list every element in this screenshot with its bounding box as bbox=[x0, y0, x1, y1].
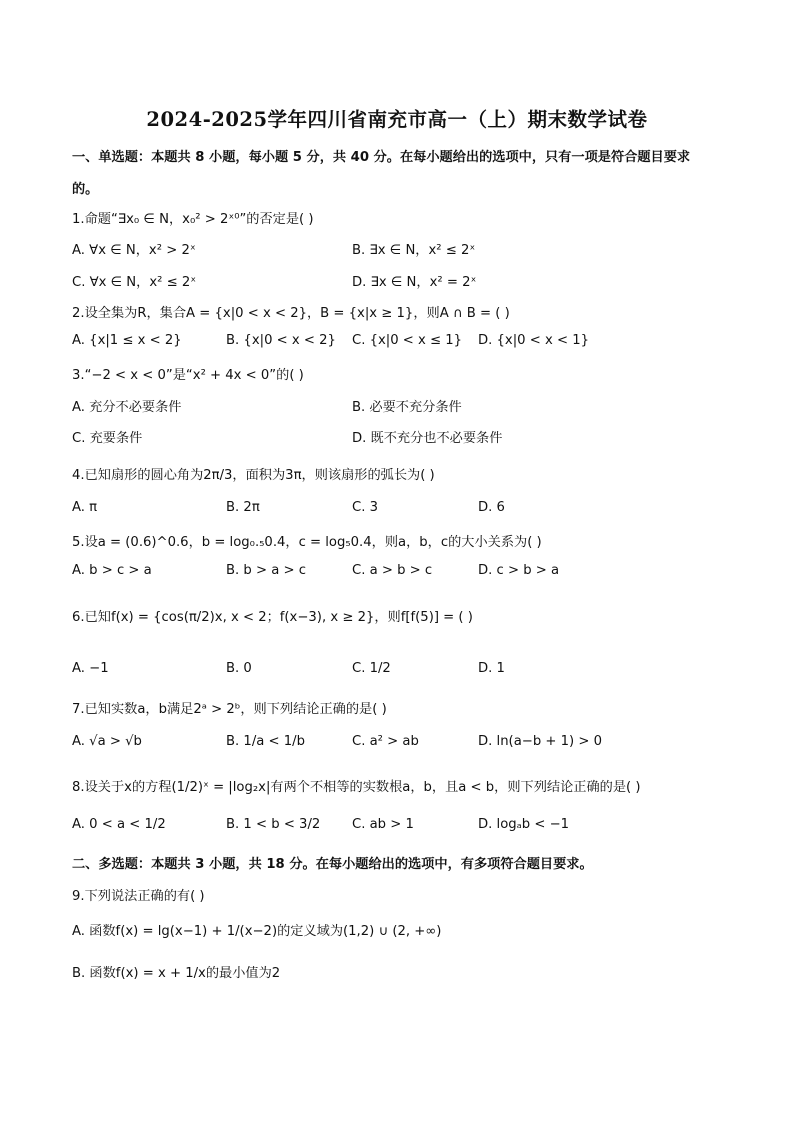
q1-option-b: B. ∃x ∈ N，x² ≤ 2ˣ bbox=[352, 243, 476, 258]
q7-option-b: B. 1/a < 1/b bbox=[226, 734, 305, 749]
question-1-stem: 1.命题“∃x₀ ∈ N，x₀² > 2ˣ⁰”的否定是( ) bbox=[72, 212, 314, 227]
q6-option-b: B. 0 bbox=[226, 661, 252, 676]
q2-option-c: C. {x|0 < x ≤ 1} bbox=[352, 333, 463, 348]
q5-option-c: C. a > b > c bbox=[352, 563, 433, 578]
q9-option-a: A. 函数f(x) = lg(x−1) + 1/(x−2)的定义域为(1,2) ∪ (2, +∞) bbox=[72, 924, 442, 939]
question-7-stem: 7.已知实数a，b满足2ᵃ > 2ᵇ，则下列结论正确的是( ) bbox=[72, 702, 387, 717]
question-2-stem: 2.设全集为R，集合A = {x|0 < x < 2}，B = {x|x ≥ 1}，则A ∩ B = ( ) bbox=[72, 306, 510, 321]
q9-option-b: B. 函数f(x) = x + 1/x的最小值为2 bbox=[72, 966, 281, 981]
q5-option-d: D. c > b > a bbox=[478, 563, 560, 578]
q1-option-c: C. ∀x ∈ N，x² ≤ 2ˣ bbox=[72, 275, 197, 290]
q8-option-c: C. ab > 1 bbox=[352, 817, 414, 832]
q4-option-a: A. π bbox=[72, 500, 98, 515]
section1-heading: 一、单选题：本题共 8 小题，每小题 5 分，共 40 分。在每小题给出的选项中，只有一项是符合题目要求 bbox=[72, 150, 691, 165]
q5-option-a: A. b > c > a bbox=[72, 563, 152, 578]
question-9-stem: 9.下列说法正确的有( ) bbox=[72, 889, 205, 904]
question-8-stem: 8.设关于x的方程(1/2)ˣ = |log₂x|有两个不相等的实数根a，b，且a < b，则下列结论正确的是( ) bbox=[72, 780, 641, 795]
q2-option-d: D. {x|0 < x < 1} bbox=[478, 333, 590, 348]
q7-option-a: A. √a > √b bbox=[72, 734, 142, 749]
q6-option-c: C. 1/2 bbox=[352, 661, 391, 676]
q2-option-b: B. {x|0 < x < 2} bbox=[226, 333, 336, 348]
q3-option-c: C. 充要条件 bbox=[72, 431, 143, 446]
section2-heading: 二、多选题：本题共 3 小题，共 18 分。在每小题给出的选项中，有多项符合题目要求。 bbox=[72, 857, 593, 872]
section1-heading-cont: 的。 bbox=[72, 182, 99, 197]
q5-option-b: B. b > a > c bbox=[226, 563, 307, 578]
page-title: 2024-2025学年四川省南充市高一（上）期末数学试卷 bbox=[146, 108, 648, 131]
q6-option-a: A. −1 bbox=[72, 661, 109, 676]
question-5-stem: 5.设a = (0.6)^0.6，b = log₀.₅0.4，c = log₅0.4，则a，b，c的大小关系为( ) bbox=[72, 535, 542, 550]
q6-option-d: D. 1 bbox=[478, 661, 505, 676]
q4-option-d: D. 6 bbox=[478, 500, 505, 515]
q8-option-b: B. 1 < b < 3/2 bbox=[226, 817, 321, 832]
q1-option-a: A. ∀x ∈ N，x² > 2ˣ bbox=[72, 243, 196, 258]
q4-option-c: C. 3 bbox=[352, 500, 378, 515]
question-3-stem: 3.“−2 < x < 0”是“x² + 4x < 0”的( ) bbox=[72, 368, 304, 383]
q8-option-d: D. logₐb < −1 bbox=[478, 817, 570, 832]
q3-option-d: D. 既不充分也不必要条件 bbox=[352, 431, 503, 446]
q7-option-c: C. a² > ab bbox=[352, 734, 419, 749]
q2-option-a: A. {x|1 ≤ x < 2} bbox=[72, 333, 182, 348]
q7-option-d: D. ln(a−b + 1) > 0 bbox=[478, 734, 602, 749]
q3-option-b: B. 必要不充分条件 bbox=[352, 400, 462, 415]
q3-option-a: A. 充分不必要条件 bbox=[72, 400, 182, 415]
q1-option-d: D. ∃x ∈ N，x² = 2ˣ bbox=[352, 275, 477, 290]
q4-option-b: B. 2π bbox=[226, 500, 260, 515]
question-4-stem: 4.已知扇形的圆心角为2π/3，面积为3π，则该扇形的弧长为( ) bbox=[72, 468, 435, 483]
question-6-stem: 6.已知f(x) = {cos(π/2)x, x < 2；f(x−3), x ≥ 2}，则f[f(5)] = ( ) bbox=[72, 610, 473, 625]
q8-option-a: A. 0 < a < 1/2 bbox=[72, 817, 166, 832]
